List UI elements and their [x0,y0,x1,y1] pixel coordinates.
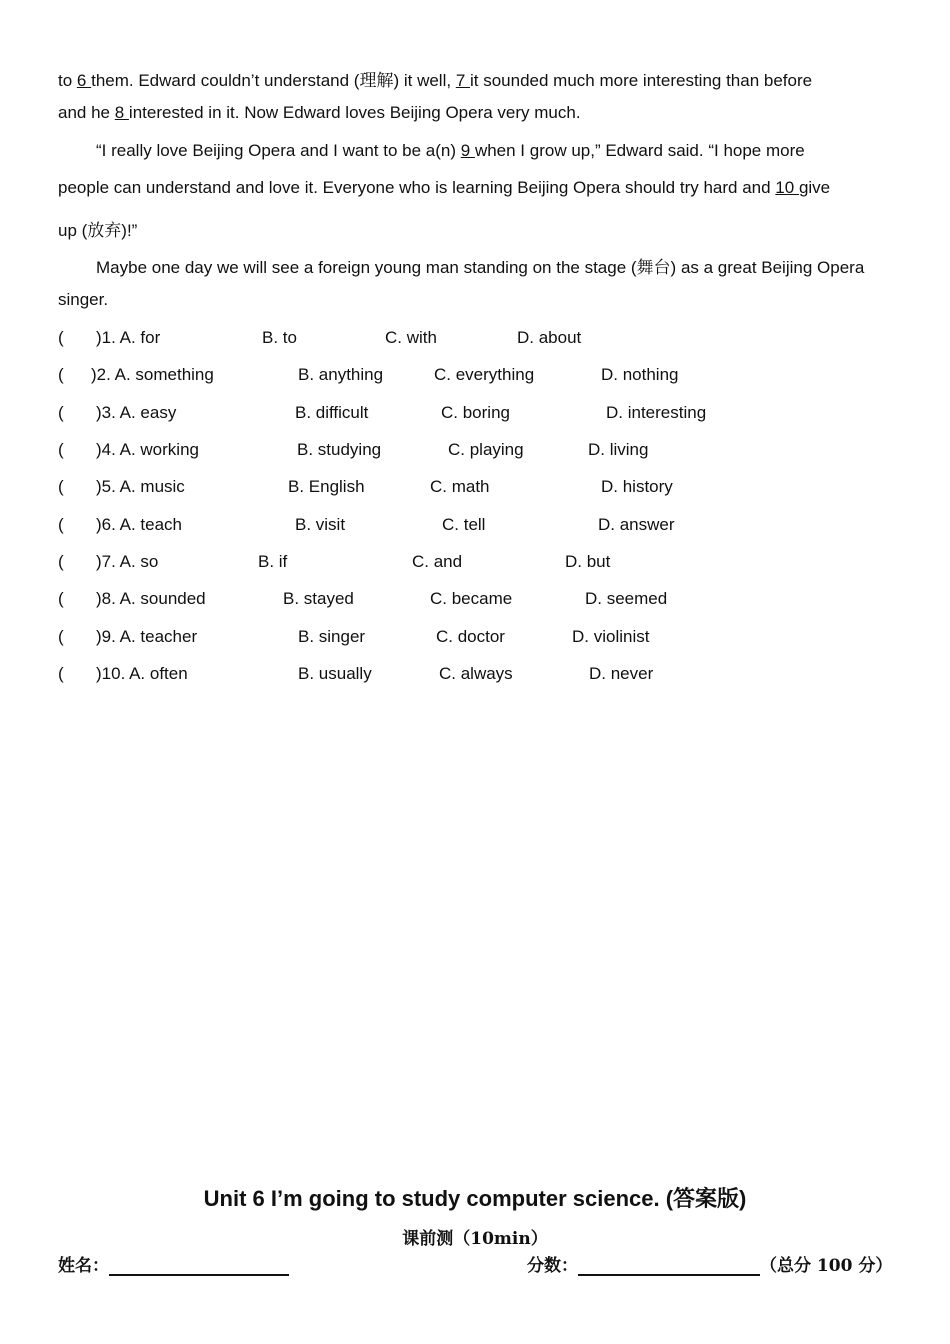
option-d: D. seemed [585,589,668,608]
answer-blank[interactable]: ( [58,403,64,422]
option-b: B. difficult [295,403,369,422]
passage-line-4: people can understand and love it. Everyone who is learning Beijing Opera should try hard and 10 give [58,178,831,197]
blank-10: 10 [775,178,799,197]
passage-line-7: singer. [58,290,109,309]
option-a: )6. A. teach [96,515,182,534]
option-b: B. if [258,552,288,571]
passage-line-6: Maybe one day we will see a foreign young man standing on the stage (舞台) as a great Beijing Opera [96,258,865,277]
option-c: C. math [430,477,490,496]
option-a: )9. A. teacher [96,627,198,646]
total-score: （总分 100 分） [760,1256,893,1276]
option-d: D. history [601,477,673,496]
answer-blank[interactable]: ( [58,552,64,571]
option-b: B. studying [297,440,382,459]
blank-9: 9 [460,141,475,160]
option-a: )3. A. easy [96,403,177,422]
option-a: )2. A. something [91,365,214,384]
option-d: D. nothing [601,365,679,384]
blank-7: 7 [455,71,470,90]
option-b: B. English [288,477,365,496]
unit-subtitle: 课前测（10min） [402,1229,548,1249]
option-a: )5. A. music [96,477,185,496]
blank-6: 6 [76,71,92,90]
answer-blank[interactable]: ( [58,365,64,384]
score-label: 分数： [527,1256,578,1276]
option-c: C. doctor [436,627,505,646]
option-b: B. to [262,328,297,347]
blank-8: 8 [114,103,129,122]
option-a: )10. A. often [96,664,188,683]
answer-blank[interactable]: ( [58,440,64,459]
option-b: B. singer [298,627,366,646]
option-c: C. tell [442,515,486,534]
answer-blank[interactable]: ( [58,589,64,608]
option-c: C. everything [434,365,535,384]
option-c: C. became [430,589,513,608]
option-b: B. anything [298,365,384,384]
option-c: C. with [385,328,437,347]
option-a: )1. A. for [96,328,161,347]
answer-blank[interactable]: ( [58,515,64,534]
option-b: B. stayed [283,589,354,608]
passage-line-1: to 6 them. Edward couldn’t understand (理解) it well, 7 it sounded much more interesting than before [58,71,813,90]
option-d: D. living [588,440,649,459]
answer-blank[interactable]: ( [58,477,64,496]
name-label: 姓名： [58,1256,109,1276]
passage-line-2: and he 8 interested in it. Now Edward loves Beijing Opera very much. [58,103,581,122]
option-a: )7. A. so [96,552,159,571]
score-field [527,1251,892,1276]
option-d: D. never [589,664,654,683]
name-field [58,1251,289,1276]
option-d: D. but [565,552,611,571]
option-d: D. answer [598,515,675,534]
answer-blank[interactable]: ( [58,627,64,646]
unit-title: Unit 6 I’m going to study computer science. (答案版) [203,1186,747,1211]
passage-line-5: up (放弃)!” [58,221,138,240]
option-b: B. usually [298,664,372,683]
option-d: D. interesting [606,403,707,422]
option-b: B. visit [295,515,346,534]
score-input-line[interactable] [578,1258,760,1276]
option-c: C. boring [441,403,510,422]
name-input-line[interactable] [109,1258,289,1276]
option-c: C. playing [448,440,524,459]
option-d: D. about [517,328,582,347]
answer-blank[interactable]: ( [58,664,64,683]
option-a: )8. A. sounded [96,589,206,608]
option-c: C. and [412,552,463,571]
option-c: C. always [439,664,513,683]
option-a: )4. A. working [96,440,199,459]
passage-line-3: “I really love Beijing Opera and I want to be a(n) 9 when I grow up,” Edward said. “I hope more [96,141,805,160]
option-d: D. violinist [572,627,650,646]
answer-blank[interactable]: ( [58,328,64,347]
